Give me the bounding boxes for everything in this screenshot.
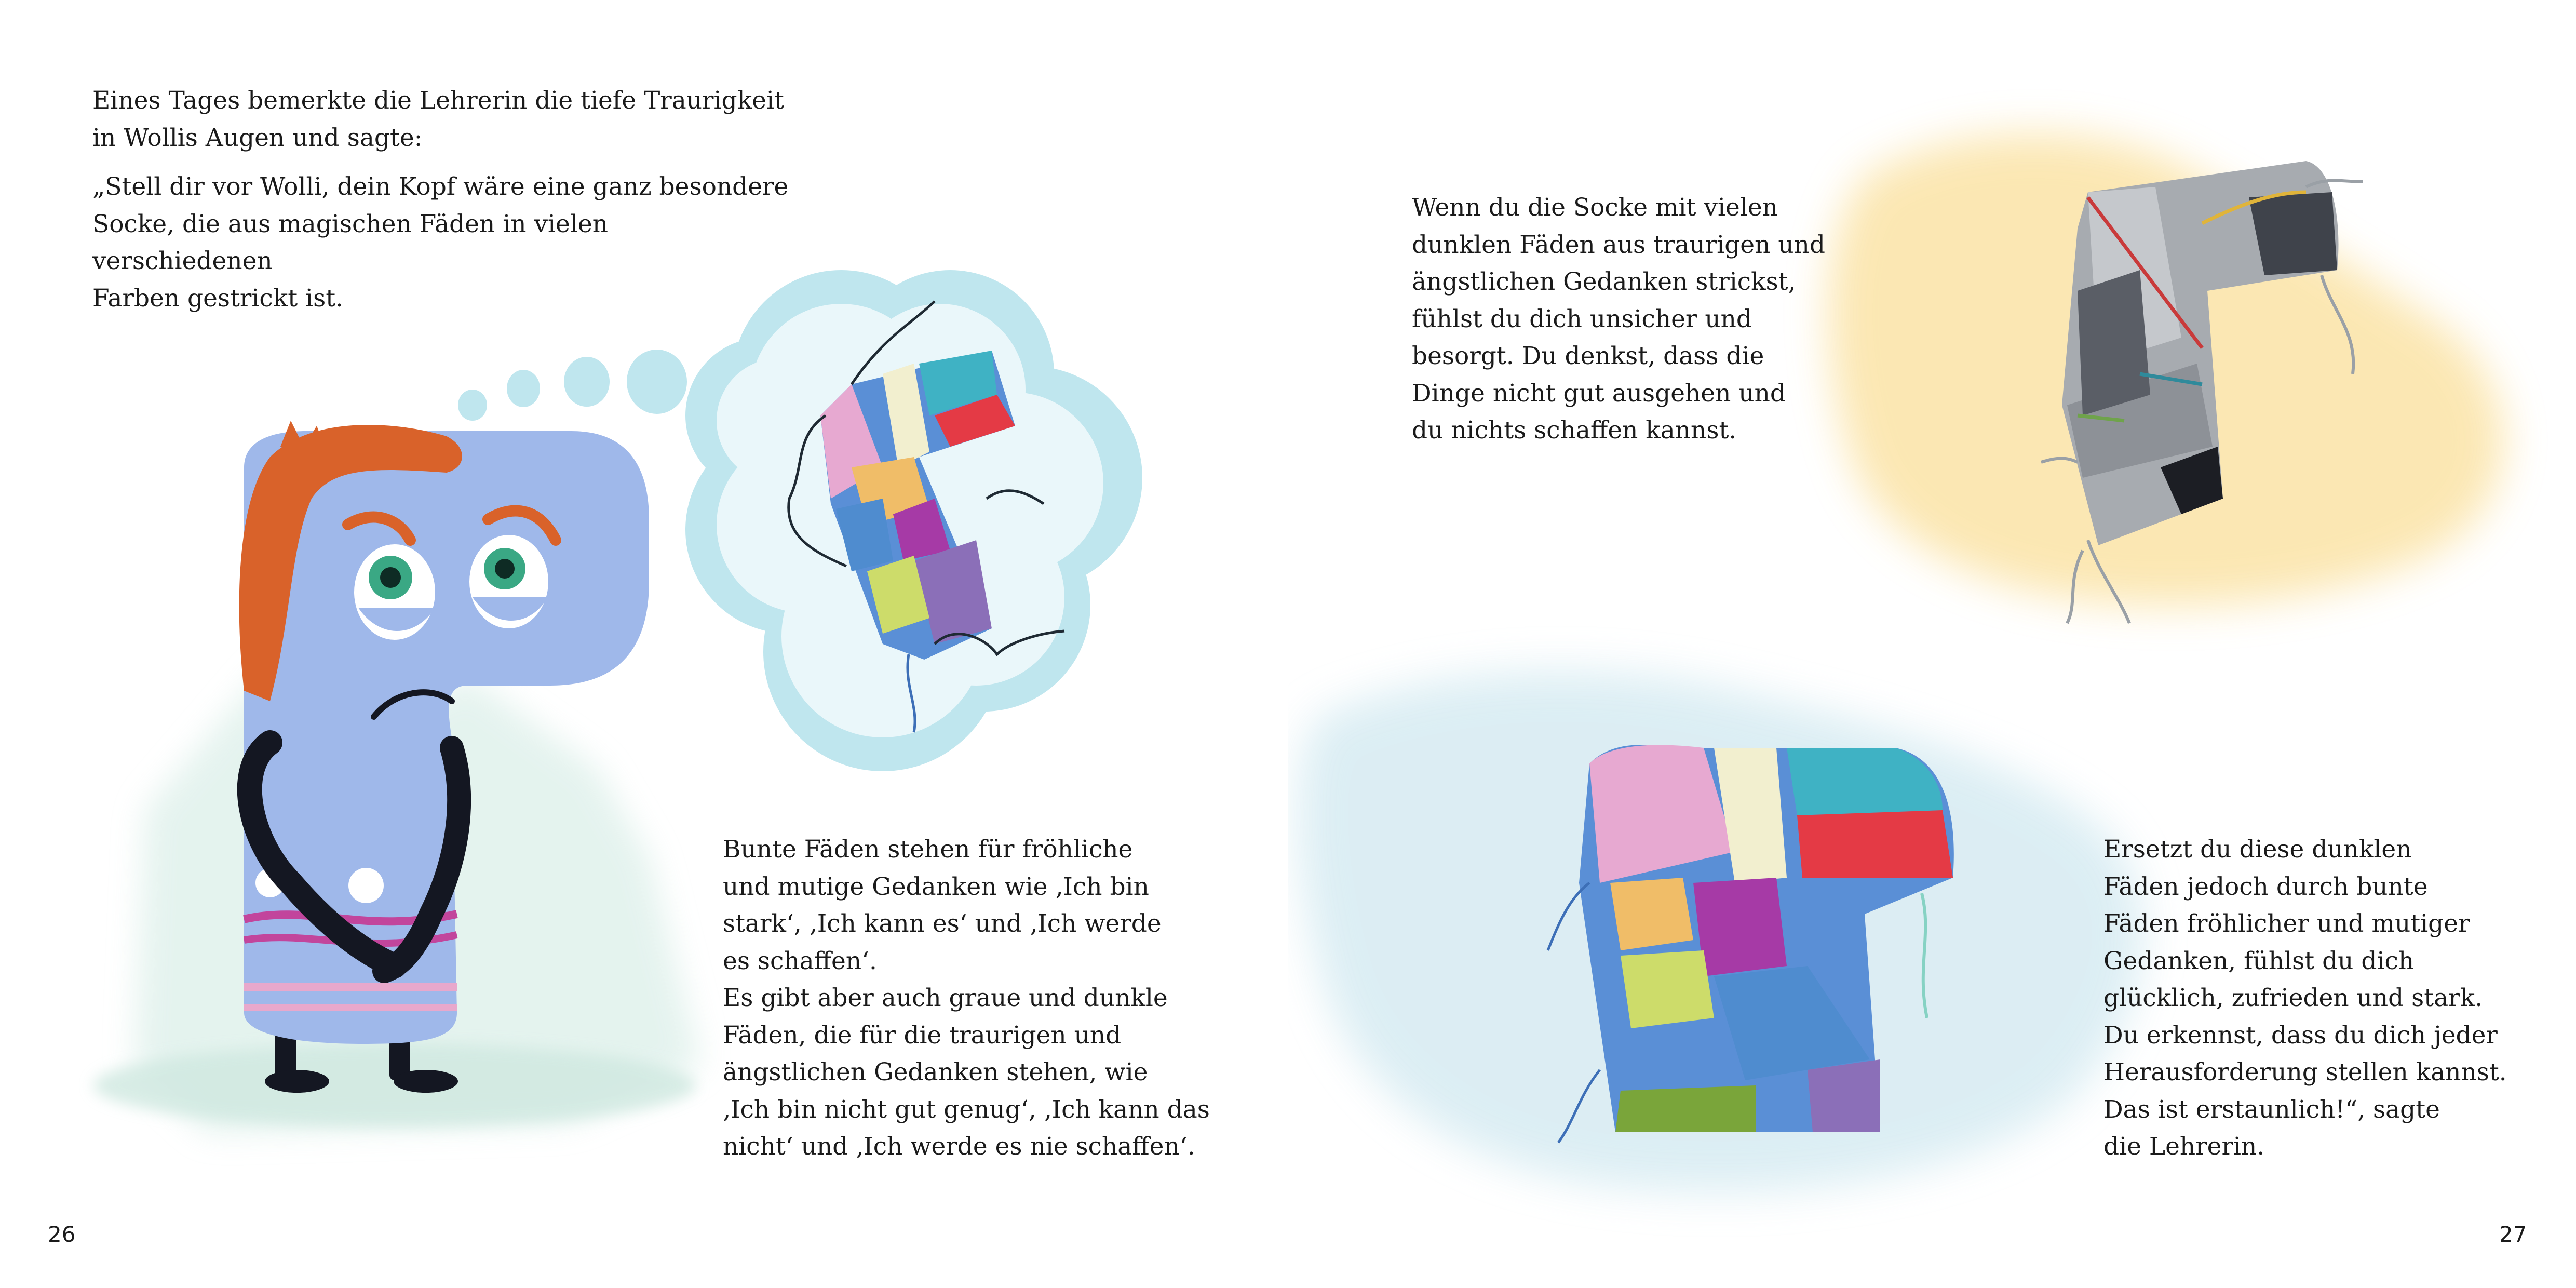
page-number-right: 27 [2499,1222,2527,1247]
dark-threads-paragraph: Wenn du die Socke mit vielen dunklen Fäden aus traurigen und ängstlichen Gedanken strickst, fühlst du dich unsicher und besorgt. Du denkst, dass die Dinge nicht gut ausgehen und du nichts schaffen kannst. [1412,193,1825,445]
bright-threads-paragraph: Ersetzt du diese dunklen Fäden jedoch durch bunte Fäden fröhlicher und mutiger Gedanken, fühlst du dich glücklich, zufrieden und stark. Du erkennst, dass du dich jeder Herausforderung stellen kannst. Das ist erstaunlich!“, sagte die Lehrerin. [2103,835,2507,1161]
colors-paragraph: Bunte Fäden stehen für fröhliche und mutige Gedanken wie ‚Ich bin stark‘, ‚Ich kann es‘ und ‚Ich werde es schaffen‘. Es gibt aber auch graue und dunkle Fäden, die für die traurigen und ängstlichen Gedanken stehen, wie ‚Ich bin nicht gut genug‘, ‚Ich kann das nicht‘ und ‚Ich werde es nie schaffen‘. [723,835,1210,1161]
quote-paragraph: „Stell dir vor Wolli, dein Kopf wäre eine ganz besondere Socke, die aus magischen Fäden in vielen verschiedenen Farben gestrickt ist. [92,172,789,313]
thought-dots [458,350,687,421]
intro-paragraph: Eines Tages bemerkte die Lehrerin die tiefe Traurigkeit in Wollis Augen und sagte: [92,86,784,152]
page-number-left: 26 [48,1222,76,1247]
right-page [1288,0,2576,1288]
